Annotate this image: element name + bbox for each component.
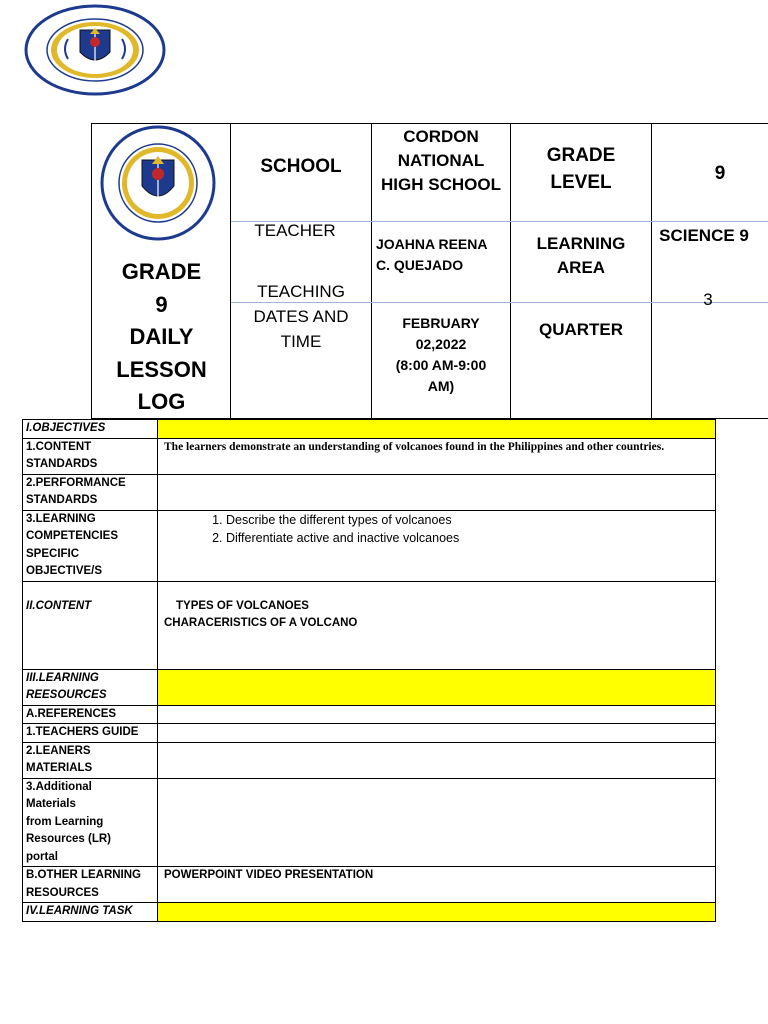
title-line: 9 <box>155 291 168 317</box>
grade-level-label: GRADE LEVEL <box>546 145 616 193</box>
title-line: LESSON <box>116 356 207 382</box>
performance-standards-value <box>158 474 716 510</box>
grade-level-value: 9 <box>714 163 726 184</box>
learning-resources-value <box>158 669 716 705</box>
title-block <box>92 256 231 419</box>
school-value: CORDON NATIONAL HIGH SCHOOL <box>381 127 501 194</box>
content-value: TYPES OF VOLCANOES CHARACERISTICS OF A VOLCANO <box>158 581 716 669</box>
objectives-value <box>158 420 716 439</box>
learning-resources-label: III.LEARNING REESOURCES <box>23 669 158 705</box>
teacher-value: JOAHNA REENA C. QUEJADO <box>376 236 488 273</box>
table-row <box>23 705 716 724</box>
additional-materials-label: 3.Additional Materials from Learning Resources (LR) portal <box>23 778 158 867</box>
list-item: 2. Differentiate active and inactive volcanoes <box>226 529 709 547</box>
table-row <box>23 903 716 922</box>
learners-materials-label: 2.LEANERS MATERIALS <box>23 742 158 778</box>
teacher-label: TEACHER <box>254 221 336 240</box>
objectives-label: I.OBJECTIVES <box>23 420 158 439</box>
table-row <box>23 669 716 705</box>
school-label: SCHOOL <box>260 156 342 177</box>
other-resources-value: POWERPOINT VIDEO PRESENTATION <box>158 867 716 903</box>
teachers-guide-value <box>158 724 716 743</box>
teaching-dates-label: TEACHING DATES AND TIME <box>253 282 349 351</box>
teachers-guide-label: 1.TEACHERS GUIDE <box>23 724 158 743</box>
table-row <box>23 474 716 510</box>
table-row <box>23 778 716 867</box>
table-row <box>23 742 716 778</box>
title-line: GRADE <box>121 259 202 284</box>
other-resources-label: B.OTHER LEARNING RESOURCES <box>23 867 158 903</box>
learning-competencies-value <box>158 510 716 581</box>
competencies-list <box>164 511 709 547</box>
learners-materials-value <box>158 742 716 778</box>
title-line: DAILY <box>129 324 194 349</box>
deped-seal-logo <box>24 4 166 96</box>
content-standards-value: The learners demonstrate an understanding of volcanoes found in the Philippines and other countries. <box>158 438 716 474</box>
lesson-log-table <box>22 419 716 922</box>
table-row <box>23 724 716 743</box>
header-top-border <box>91 123 768 124</box>
quarter-label: QUARTER <box>538 320 624 339</box>
content-standards-label: 1.CONTENT STANDARDS <box>23 438 158 474</box>
seal-svg-header <box>100 124 216 242</box>
quarter-value: 3 <box>703 290 713 309</box>
references-value <box>158 705 716 724</box>
table-row <box>23 420 716 439</box>
seal-svg-top <box>24 4 166 96</box>
learning-area-value: SCIENCE 9 <box>659 226 749 245</box>
performance-standards-label: 2.PERFORMANCE STANDARDS <box>23 474 158 510</box>
deped-seal-header-logo <box>100 124 216 242</box>
content-label: II.CONTENT <box>23 581 158 669</box>
teaching-dates-value: FEBRUARY 02,2022 (8:00 AM-9:00 AM) <box>395 315 487 394</box>
title-line: LOG <box>137 389 186 414</box>
references-label: A.REFERENCES <box>23 705 158 724</box>
table-row <box>23 510 716 581</box>
learning-task-label: IV.LEARNING TASK <box>23 903 158 922</box>
list-item: 1. Describe the different types of volcanoes <box>226 511 709 529</box>
learning-task-value <box>158 903 716 922</box>
table-row <box>23 581 716 669</box>
learning-competencies-label: 3.LEARNING COMPETENCIES SPECIFIC OBJECTIVE/S <box>23 510 158 581</box>
table-row <box>23 438 716 474</box>
table-row <box>23 867 716 903</box>
additional-materials-value <box>158 778 716 867</box>
learning-area-label: LEARNING AREA <box>536 234 626 277</box>
